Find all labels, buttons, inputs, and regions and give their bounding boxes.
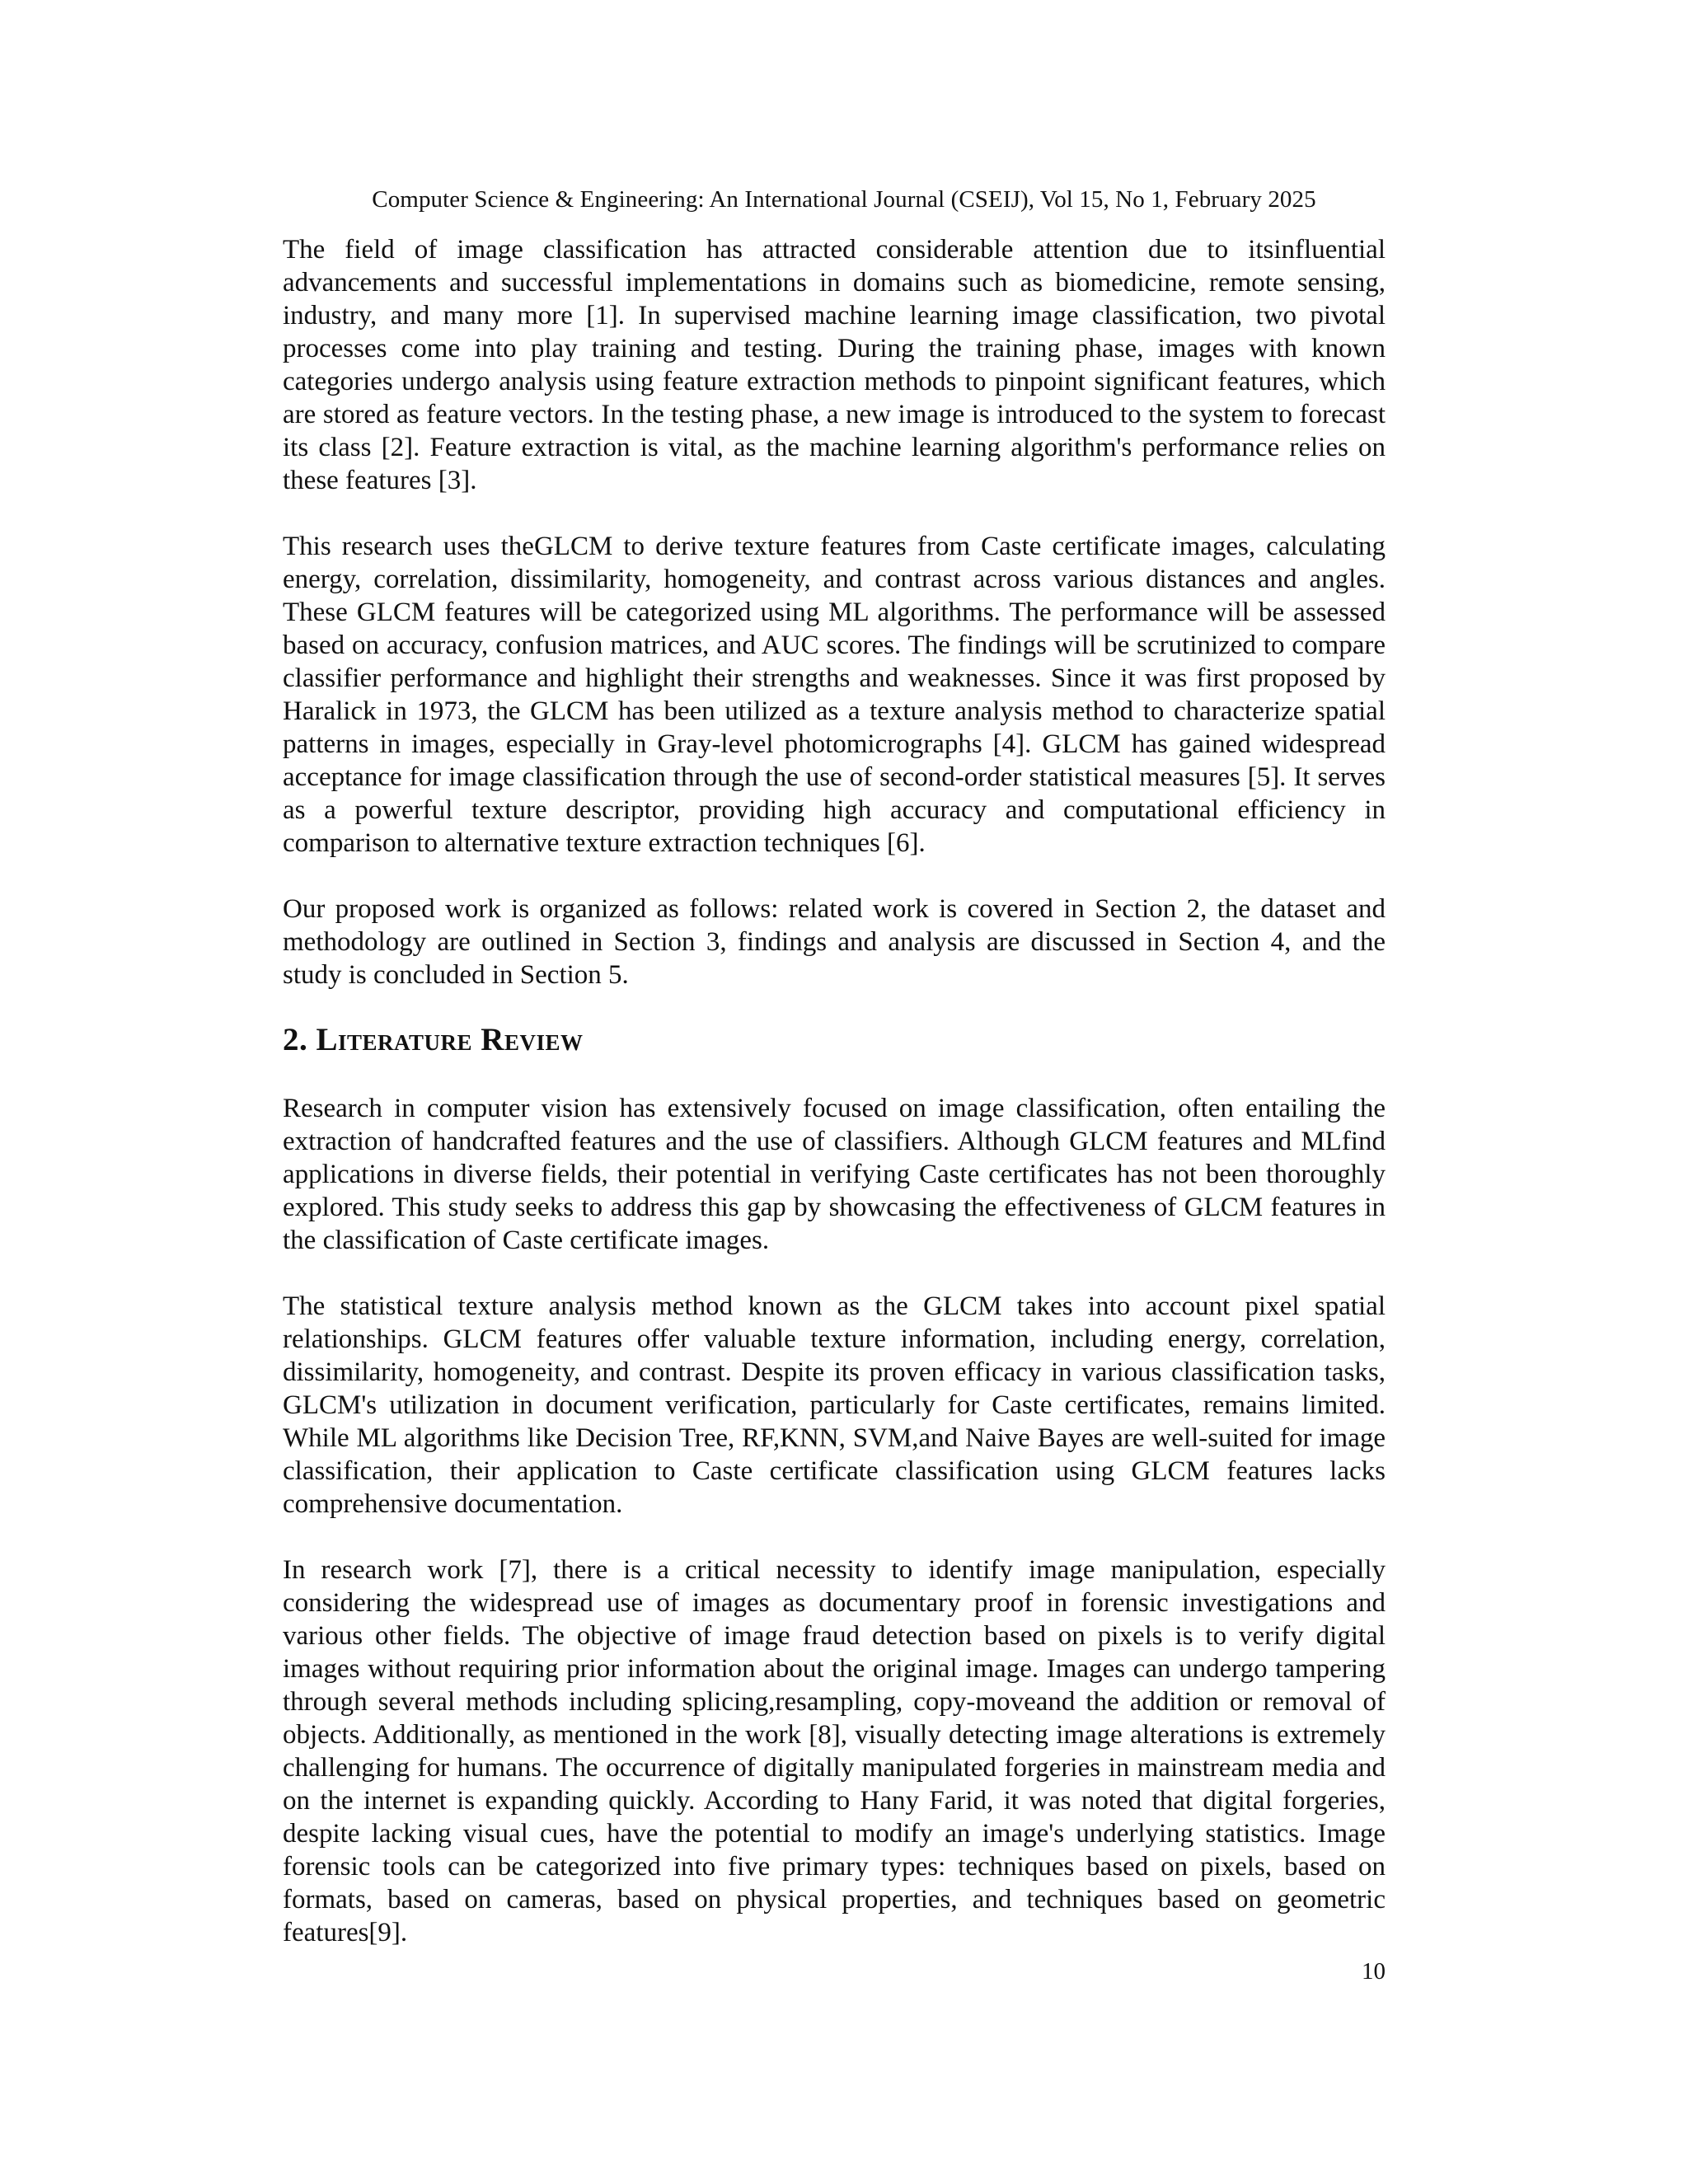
paragraph-gap: [283, 1521, 1386, 1554]
paragraph-gap: [283, 1257, 1386, 1290]
intro-paragraph-3: Our proposed work is organized as follows: related work is covered in Section 2, the dataset and methodology are outlined in Section 3, findings and analysis are discussed in Section 4, and the study is concluded in Section 5.: [283, 894, 1386, 990]
intro-paragraph-1: The field of image classification has attracted considerable attention due to itsinfluential advancements and successful implementations in domains such as biomedicine, remote sensing, industry, and many more [1]. In supervised machine learning image classification, two pivotal processes come into play training and testing. During the training phase, images with known categories undergo analysis using feature extraction methods to pinpoint significant features, which are stored as feature vectors. In the testing phase, a new image is introduced to the system to forecast its class [2]. Feature extraction is vital, as the machine learning algorithm's performance relies on these features [3].: [283, 235, 1386, 495]
intro-paragraph-2: This research uses theGLCM to derive texture features from Caste certificate images, calculating energy, correlation, dissimilarity, homogeneity, and contrast across various distances and angles. These GLCM features will be categorized using ML algorithms. The performance will be assessed based on accuracy, confusion matrices, and AUC scores. The findings will be scrutinized to compare classifier performance and highlight their strengths and weaknesses. Since it was first proposed by Haralick in 1973, the GLCM has been utilized as a texture analysis method to characterize spatial patterns in images, especially in Gray-level photomicrographs [4]. GLCM has gained widespread acceptance for image classification through the use of second-order statistical measures [5]. It serves as a powerful texture descriptor, providing high accuracy and computational efficiency in comparison to alternative texture extraction techniques [6].: [283, 532, 1386, 858]
literature-paragraph-1: Research in computer vision has extensively focused on image classification, often entailing the extraction of handcrafted features and the use of classifiers. Although GLCM features and MLfind applications in diverse fields, their potential in verifying Caste certificates has not been thoroughly explored. This study seeks to address this gap by showcasing the effectiveness of GLCM features in the classification of Caste certificate images.: [283, 1094, 1386, 1255]
heading-gap: [283, 1061, 1386, 1092]
page-number: 10: [1362, 1958, 1386, 1985]
paragraph-gap: [283, 860, 1386, 893]
literature-paragraph-3: In research work [7], there is a critical necessity to identify image manipulation, especially considering the widespread use of images as documentary proof in forensic investigations and various other fields. The objective of image fraud detection based on pixels is to verify digital images without requiring prior information about the original image. Images can undergo tampering through several methods including splicing,resampling, copy-moveand the addition or removal of objects. Additionally, as mentioned in the work [8], visually detecting image alterations is extremely challenging for humans. The occurrence of digitally manipulated forgeries in mainstream media and on the internet is expanding quickly. According to Hany Farid, it was noted that digital forgeries, despite lacking visual cues, have the potential to modify an image's underlying statistics. Image forensic tools can be categorized into five primary types: techniques based on pixels, based on formats, based on cameras, based on physical properties, and techniques based on geometric features[9].: [283, 1555, 1386, 1947]
running-header: Computer Science & Engineering: An International Journal (CSEIJ), Vol 15, No 1, February 2025: [372, 186, 1316, 213]
paragraph-gap: [283, 497, 1386, 530]
literature-paragraph-2: The statistical texture analysis method known as the GLCM takes into account pixel spatial relationships. GLCM features offer valuable texture information, including energy, correlation, dissimilarity, homogeneity, and contrast. Despite its proven efficacy in various classification tasks, GLCM's utilization in document verification, particularly for Caste certificates, remains limited. While ML algorithms like Decision Tree, RF,KNN, SVM,and Naive Bayes are well-suited for image classification, their application to Caste certificate classification using GLCM features lacks comprehensive documentation.: [283, 1291, 1386, 1519]
section-heading-literature-review: 2. Literature Review: [283, 1022, 584, 1057]
page-body: [283, 233, 1386, 1949]
